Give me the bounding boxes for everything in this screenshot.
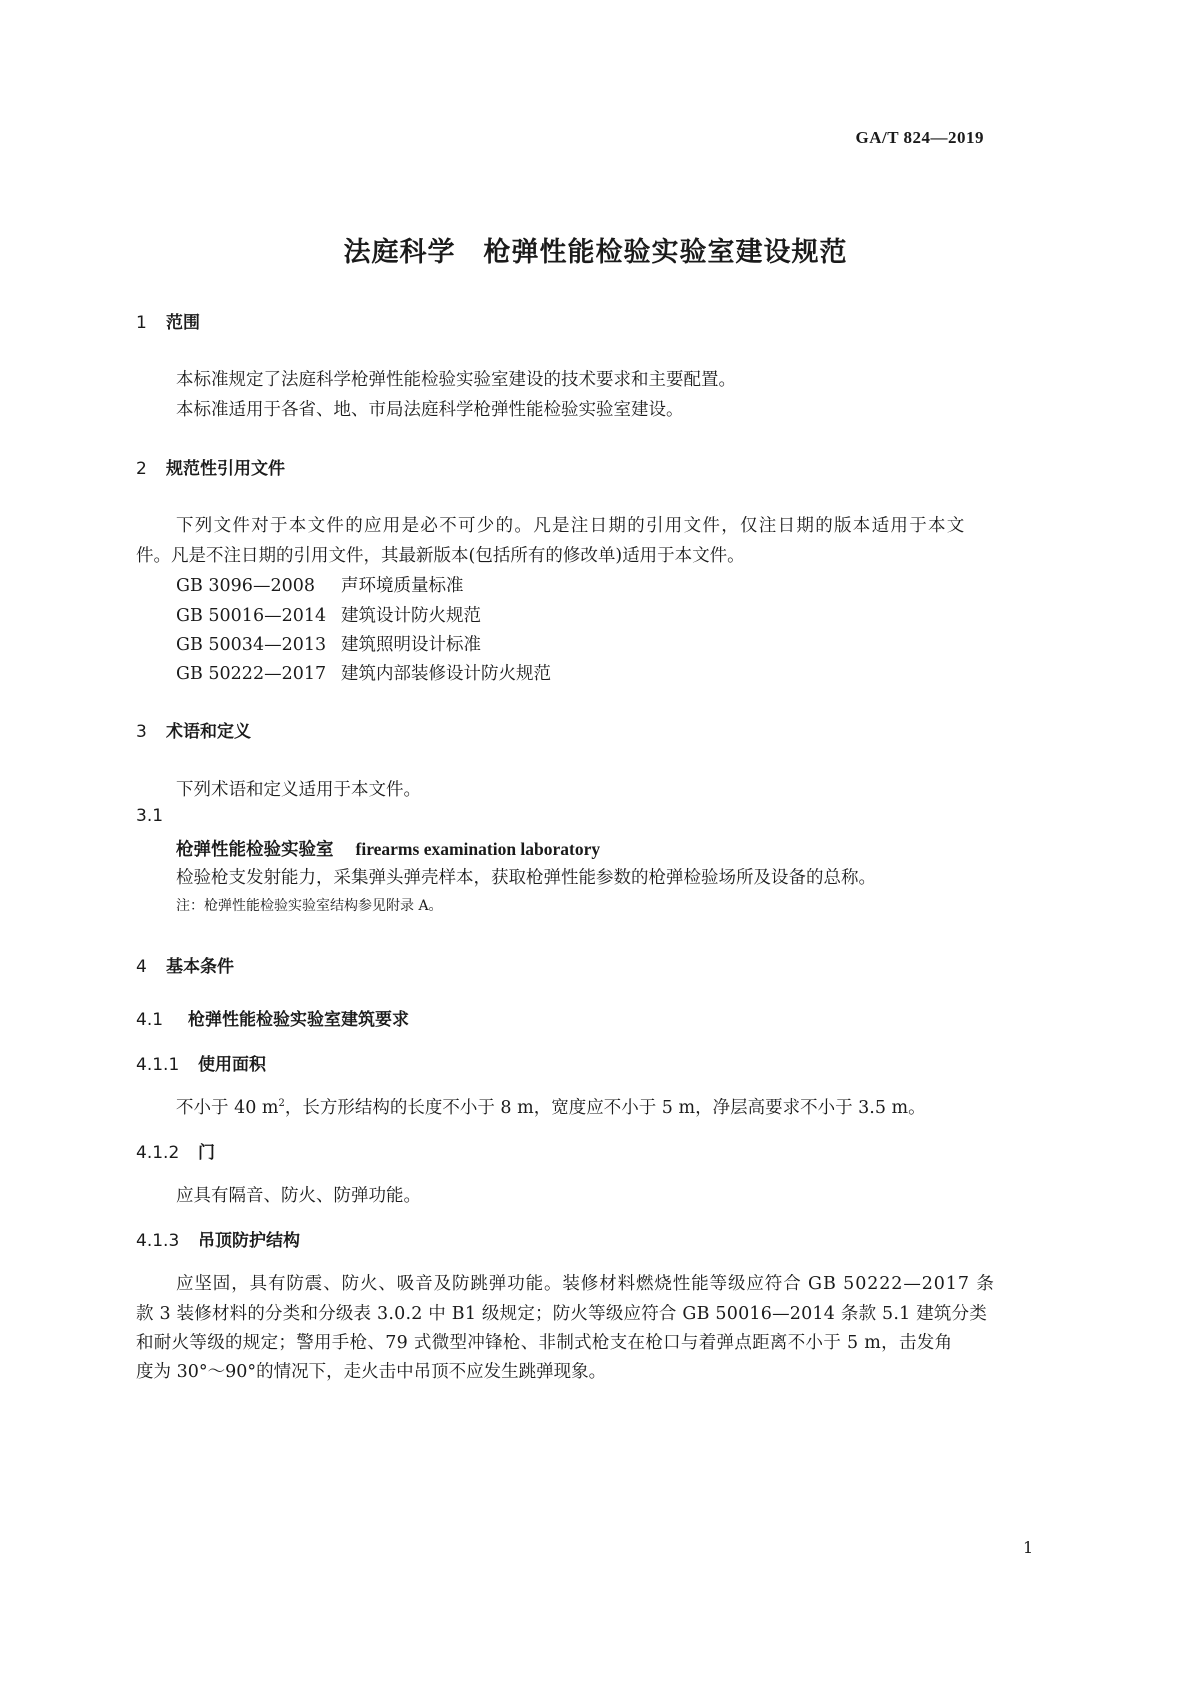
section-number: 1	[136, 313, 147, 333]
paragraph	[176, 1094, 926, 1119]
section-number: 4.1.2	[136, 1143, 180, 1163]
superscript: 2	[278, 1098, 285, 1110]
section-4-1-2-heading	[136, 1138, 215, 1163]
section-title: 基本条件	[166, 957, 234, 977]
reference-code: GB 50016—2014	[176, 606, 327, 626]
reference-code: GB 50034—2013	[176, 635, 327, 655]
paragraph: 下列文件对于本文件的应用是必不可少的。凡是注日期的引用文件，仅注日期的版本适用于本文	[176, 516, 966, 536]
section-number: 4.1.3	[136, 1231, 180, 1251]
section-title: 使用面积	[198, 1055, 266, 1075]
text-part: ，长方形结构的长度不小于 8 m，宽度应不小于 5 m，净层高要求不小于 3.5 m。	[284, 1098, 926, 1118]
text-part: 不小于 40 m	[176, 1098, 279, 1118]
section-4-1-heading	[136, 1005, 409, 1030]
normative-reference	[176, 660, 551, 685]
term-english: firearms examination laboratory	[355, 839, 601, 859]
section-number: 4.1	[136, 1010, 164, 1030]
term-heading	[176, 836, 600, 861]
section-title: 门	[198, 1143, 215, 1163]
section-title: 枪弹性能检验实验室建筑要求	[188, 1010, 409, 1030]
reference-code: GB 3096—2008	[176, 576, 315, 596]
section-number: 3	[136, 722, 147, 742]
section-number: 4	[136, 957, 147, 977]
note: 注：枪弹性能检验实验室结构参见附录 A。	[176, 898, 443, 914]
paragraph: 度为 30°～90°的情况下，走火击中吊顶不应发生跳弹现象。	[136, 1362, 607, 1382]
section-number: 2	[136, 459, 147, 479]
section-title: 吊顶防护结构	[198, 1231, 300, 1251]
section-title: 规范性引用文件	[166, 459, 285, 479]
section-1-heading	[136, 308, 200, 333]
paragraph: 应坚固，具有防震、防火、吸音及防跳弹功能。装修材料燃烧性能等级应符合 GB 50222—2017 条	[176, 1274, 995, 1294]
reference-code: GB 50222—2017	[176, 664, 327, 684]
section-4-1-3-heading	[136, 1226, 300, 1251]
section-4-heading	[136, 952, 234, 977]
section-2-heading	[136, 454, 285, 479]
normative-reference	[176, 602, 481, 627]
normative-reference	[176, 631, 481, 656]
paragraph: 件。凡是不注日期的引用文件，其最新版本(包括所有的修改单)适用于本文件。	[136, 546, 745, 566]
reference-title: 声环境质量标准	[341, 576, 464, 596]
paragraph: 和耐火等级的规定；警用手枪、79 式微型冲锋枪、非制式枪支在枪口与着弹点距离不小于 5 m，击发角	[136, 1333, 953, 1353]
reference-title: 建筑照明设计标准	[341, 635, 481, 655]
paragraph: 应具有隔音、防火、防弹功能。	[176, 1186, 421, 1206]
term-definition: 检验枪支发射能力，采集弹头弹壳样本，获取枪弹性能参数的枪弹检验场所及设备的总称。	[176, 868, 876, 888]
paragraph: 款 3 装修材料的分类和分级表 3.0.2 中 B1 级规定；防火等级应符合 GB 50016—2014 条款 5.1 建筑分类	[136, 1304, 988, 1324]
term-chinese: 枪弹性能检验实验室	[176, 840, 334, 860]
section-title: 术语和定义	[166, 722, 251, 742]
reference-title: 建筑内部装修设计防火规范	[341, 664, 551, 684]
normative-reference	[176, 572, 464, 597]
standard-code: GA/T 824—2019	[855, 128, 984, 147]
section-number: 4.1.1	[136, 1055, 180, 1075]
section-4-1-1-heading	[136, 1050, 266, 1075]
term-number: 3.1	[136, 806, 164, 826]
reference-title: 建筑设计防火规范	[341, 606, 481, 626]
document-title: 法庭科学 枪弹性能检验实验室建设规范	[343, 237, 848, 268]
paragraph: 本标准适用于各省、地、市局法庭科学枪弹性能检验实验室建设。	[176, 400, 684, 420]
page-number: 1	[1023, 1538, 1034, 1557]
section-3-heading	[136, 717, 251, 742]
paragraph: 下列术语和定义适用于本文件。	[176, 780, 421, 800]
section-title: 范围	[166, 313, 200, 333]
paragraph: 本标准规定了法庭科学枪弹性能检验实验室建设的技术要求和主要配置。	[176, 370, 736, 390]
